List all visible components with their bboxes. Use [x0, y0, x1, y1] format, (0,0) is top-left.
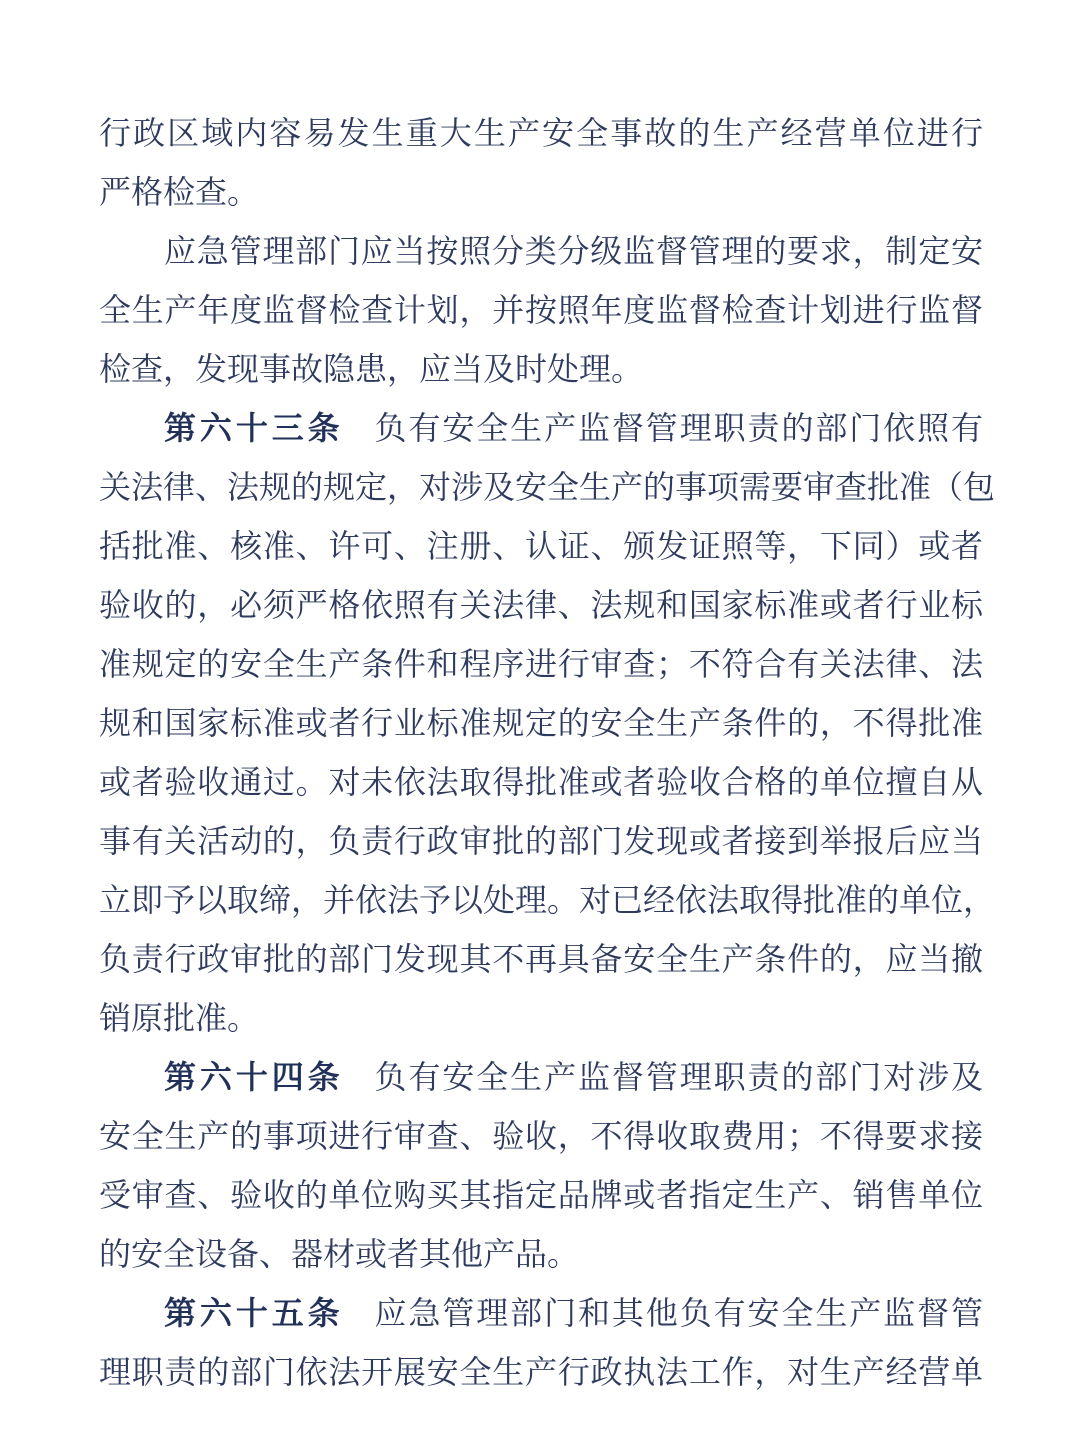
line-text: 的安全设备、器材或者其他产品。: [99, 1236, 580, 1272]
text-line: [99, 222, 983, 281]
line-text: 规和国家标准或者行业标准规定的安全生产条件的，不得批准: [99, 705, 983, 741]
text-line: [99, 635, 983, 694]
text-line: [99, 1343, 983, 1402]
text-line: [99, 1284, 983, 1343]
text-line: [99, 1166, 983, 1225]
line-text: 行政区域内容易发生重大生产安全事故的生产经营单位进行: [99, 115, 983, 151]
line-text: 销原批准。: [99, 1000, 260, 1036]
text-line: [99, 871, 996, 930]
line-text: 负有安全生产监督管理职责的部门依照有: [374, 410, 983, 446]
law-text-block: [99, 104, 996, 1402]
text-line: [99, 340, 983, 399]
text-line: [99, 458, 996, 517]
text-line: [99, 694, 983, 753]
line-text: 验收的，必须严格依照有关法律、法规和国家标准或者行业标: [99, 587, 983, 623]
line-text: 严格检查。: [99, 174, 260, 210]
line-text: 负有安全生产监督管理职责的部门对涉及: [374, 1059, 983, 1095]
line-text: 受审查、验收的单位购买其指定品牌或者指定生产、销售单位: [99, 1177, 983, 1213]
text-line: [99, 1048, 983, 1107]
text-line: [99, 517, 983, 576]
article-number: 第六十四条: [164, 1059, 344, 1095]
line-text: 准规定的安全生产条件和程序进行审查；不符合有关法律、法: [99, 646, 983, 682]
line-text: 安全生产的事项进行审查、验收，不得收取费用；不得要求接: [99, 1118, 983, 1154]
line-text: 事有关活动的，负责行政审批的部门发现或者接到举报后应当: [99, 823, 983, 859]
line-text: 立即予以取缔，并依法予以处理。对已经依法取得批准的单位，: [99, 882, 996, 918]
text-line: [99, 576, 983, 635]
line-text: 应急管理部门和其他负有安全生产监督管: [374, 1295, 983, 1331]
text-line: [99, 812, 983, 871]
text-line: [99, 1225, 983, 1284]
line-text: 负责行政审批的部门发现其不再具备安全生产条件的，应当撤: [99, 941, 983, 977]
line-text: 关法律、法规的规定，对涉及安全生产的事项需要审查批准（包: [99, 469, 996, 505]
line-text: 全生产年度监督检查计划，并按照年度监督检查计划进行监督: [99, 292, 983, 328]
line-text: 应急管理部门应当按照分类分级监督管理的要求，制定安: [164, 233, 983, 269]
text-line: [99, 989, 983, 1048]
text-line: [99, 163, 983, 222]
line-text: 理职责的部门依法开展安全生产行政执法工作，对生产经营单: [99, 1354, 983, 1390]
text-line: [99, 1107, 983, 1166]
line-text: 检查，发现事故隐患，应当及时处理。: [99, 351, 644, 387]
text-line: [99, 104, 983, 163]
text-line: [99, 753, 983, 812]
text-line: [99, 399, 983, 458]
text-line: [99, 281, 983, 340]
article-number: 第六十三条: [164, 410, 344, 446]
text-line: [99, 930, 983, 989]
article-number: 第六十五条: [164, 1295, 344, 1331]
line-text: 或者验收通过。对未依法取得批准或者验收合格的单位擅自从: [99, 764, 983, 800]
line-text: 括批准、核准、许可、注册、认证、颁发证照等，下同）或者: [99, 528, 983, 564]
